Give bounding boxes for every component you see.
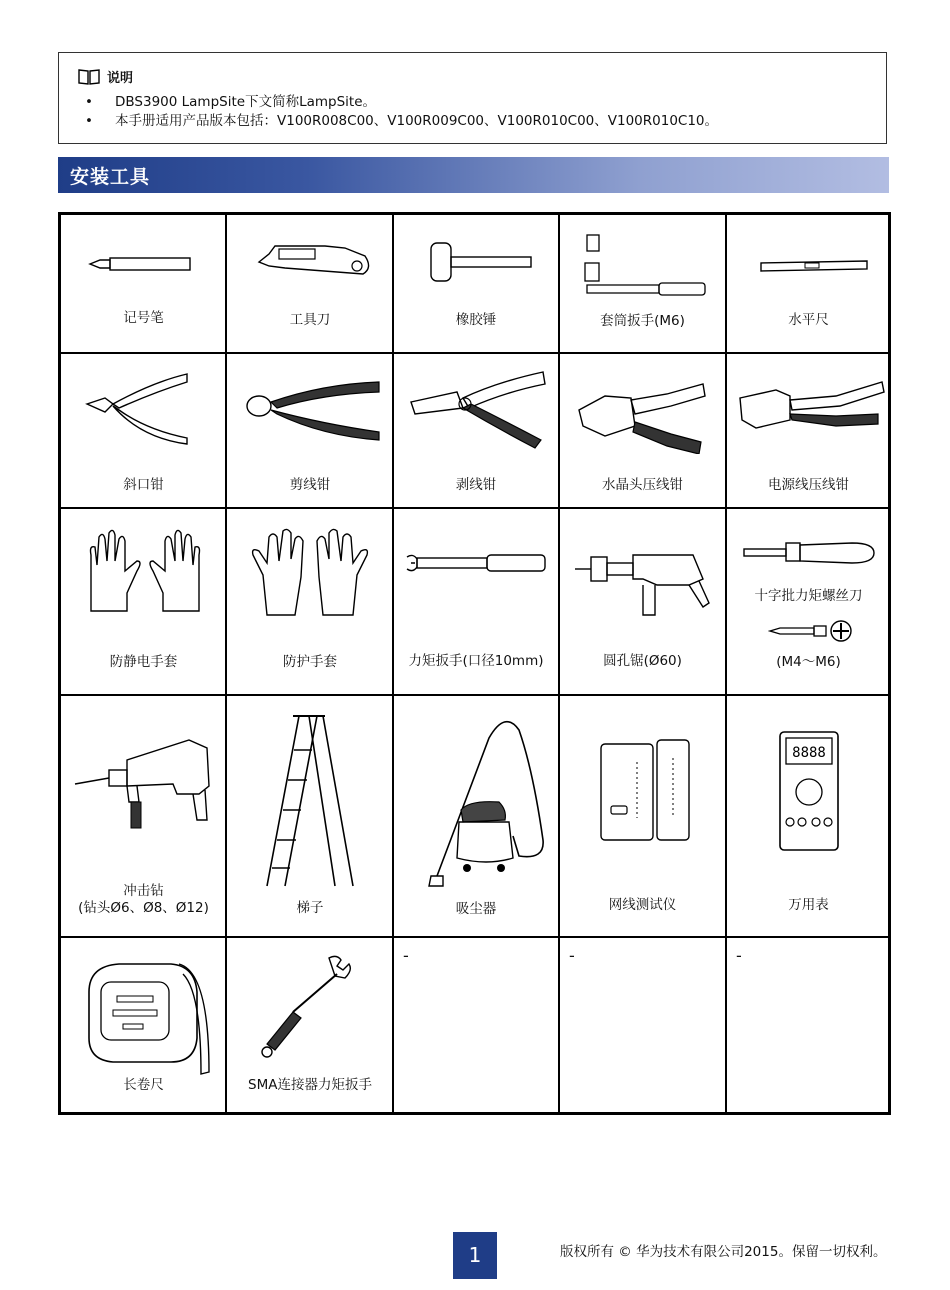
tool-cell <box>726 696 891 937</box>
tool-cell <box>559 696 726 937</box>
esd-gloves-icon <box>85 525 205 615</box>
note-box <box>58 52 887 144</box>
tool-label: 剪线钳 <box>289 477 331 493</box>
tool-cell <box>61 215 226 353</box>
note-item: • DBS3900 LampSite下文简称LampSite。 <box>85 93 718 112</box>
tool-cell <box>726 938 891 1115</box>
socket-wrench-icon <box>579 233 709 301</box>
tool-cell <box>61 354 226 508</box>
protective-gloves-icon <box>247 525 373 623</box>
tool-label: 水平尺 <box>788 312 829 328</box>
tool-label: 十字批力矩螺丝刀 <box>754 588 863 604</box>
tool-cell <box>227 354 393 508</box>
tool-cell <box>726 509 891 695</box>
tool-label: 剥线钳 <box>455 477 497 493</box>
empty-cell-dash: - <box>403 946 409 965</box>
tool-cell <box>61 938 226 1115</box>
cable-tester-icon <box>597 738 693 844</box>
note-heading <box>77 67 133 86</box>
tool-label: 水晶头压线钳 <box>602 477 683 493</box>
tool-label: 圆孔锯(Ø60) <box>603 653 682 669</box>
tool-label: 万用表 <box>788 897 829 913</box>
power-cable-crimper-icon <box>736 378 886 438</box>
tool-cell <box>227 938 393 1115</box>
tool-cell <box>559 354 726 508</box>
level-ruler-icon <box>759 259 869 273</box>
torque-screwdriver-icon <box>742 539 878 567</box>
sma-torque-wrench-icon <box>257 952 353 1062</box>
tool-cell <box>393 354 559 508</box>
tool-label: 冲击钻 <box>123 883 164 899</box>
tool-label: 梯子 <box>296 900 324 916</box>
wire-cutter-icon <box>243 372 383 444</box>
tool-label: 工具刀 <box>289 312 331 328</box>
tool-cell <box>559 938 726 1115</box>
vacuum-cleaner-icon <box>409 710 549 894</box>
tool-label-secondary: (钻头Ø6、Ø8、Ø12) <box>78 900 209 916</box>
utility-knife-icon <box>255 240 375 280</box>
tool-label: 防静电手套 <box>109 654 178 670</box>
note-list <box>85 93 718 131</box>
note-item: • 本手册适用产品版本包括：V100R008C00、V100R009C00、V100R010C00、V100R010C10。 <box>85 112 718 131</box>
tool-label: 吸尘器 <box>455 901 497 917</box>
rubber-mallet-icon <box>423 237 535 287</box>
tool-cell <box>559 509 726 695</box>
tool-label: 网线测试仪 <box>608 897 677 913</box>
tool-label: 斜口钳 <box>123 477 164 493</box>
book-icon <box>77 68 101 86</box>
tool-label: 电源线压线钳 <box>768 477 849 493</box>
torque-wrench-icon <box>405 551 549 575</box>
tool-label: 橡胶锤 <box>455 312 497 328</box>
empty-cell-dash: - <box>569 946 575 965</box>
tool-label: 套筒扳手(M6) <box>600 313 685 329</box>
tool-cell <box>393 215 559 353</box>
tape-measure-icon <box>83 952 215 1078</box>
section-header <box>58 157 889 193</box>
page-number: 1 <box>453 1232 497 1279</box>
note-heading-text: 说明 <box>107 71 134 86</box>
tool-label: 力矩扳手(口径10mm) <box>408 653 544 669</box>
marker-icon <box>88 253 193 275</box>
diagonal-pliers-icon <box>83 368 193 448</box>
tool-cell <box>227 509 393 695</box>
tool-label: 记号笔 <box>123 310 164 326</box>
tool-cell <box>393 938 559 1115</box>
copyright-notice: 版权所有 © 华为技术有限公司2015。保留一切权利。 <box>560 1244 887 1260</box>
tool-label-secondary: (M4～M6) <box>776 654 841 670</box>
rj45-crimper-icon <box>575 370 709 454</box>
svg-text:8888: 8888 <box>792 745 826 761</box>
tool-cell <box>726 354 891 508</box>
multimeter-icon <box>778 730 840 852</box>
tool-cell <box>227 696 393 937</box>
tool-cell <box>61 509 226 695</box>
section-title: 安装工具 <box>70 166 151 188</box>
tool-label: SMA连接器力矩扳手 <box>248 1077 372 1093</box>
hammer-drill-icon <box>73 736 217 836</box>
tool-label: 防护手套 <box>283 654 337 670</box>
screwdriver-bit-icon <box>768 619 854 643</box>
tool-cell <box>61 696 226 937</box>
tools-table <box>58 212 891 1115</box>
tool-cell <box>393 509 559 695</box>
tool-cell <box>227 215 393 353</box>
hole-saw-icon <box>573 545 715 623</box>
tool-cell <box>726 215 891 353</box>
tool-cell <box>559 215 726 353</box>
tool-label: 长卷尺 <box>123 1077 164 1093</box>
wire-stripper-icon <box>407 368 547 452</box>
empty-cell-dash: - <box>736 946 742 965</box>
ladder-icon <box>263 710 357 894</box>
tool-cell <box>393 696 559 937</box>
